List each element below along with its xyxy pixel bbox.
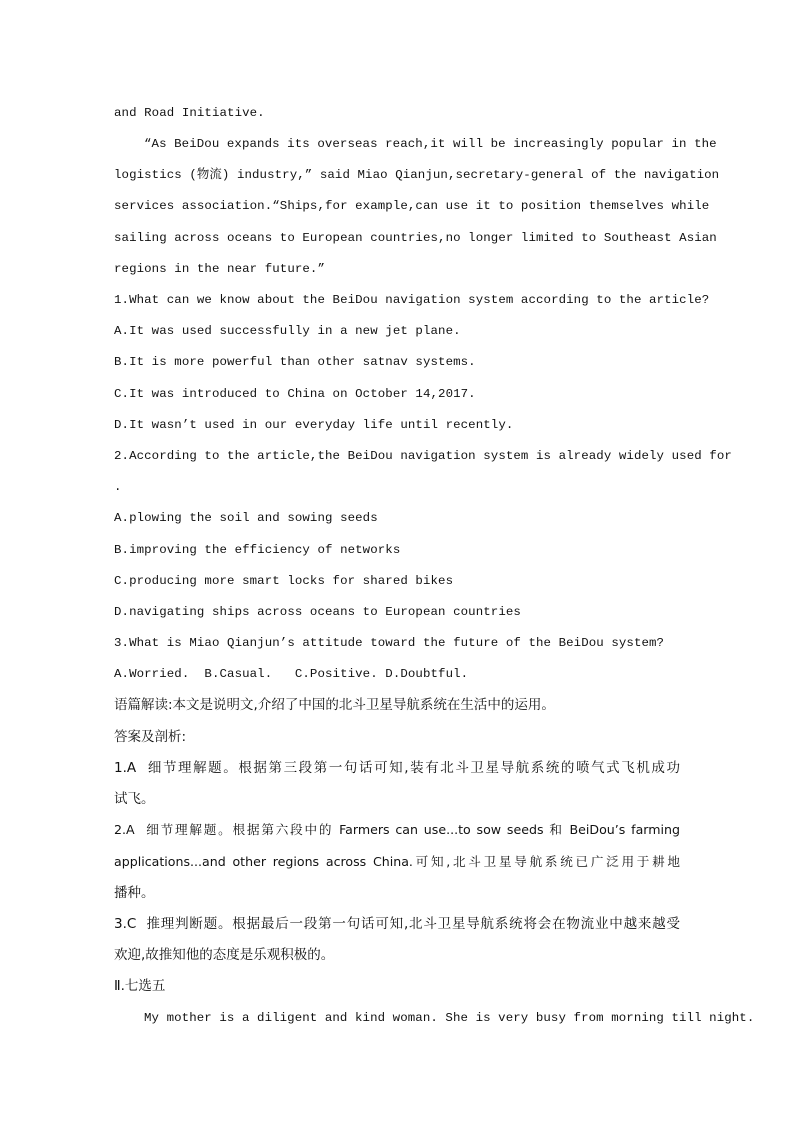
- question-3-stem: 3.What is Miao Qianjun’s attitude toward the future of the BeiDou system?: [114, 636, 665, 650]
- question-1-option-a: A.It was used successfully in a new jet plane.: [114, 324, 461, 338]
- question-1-option-d: D.It wasn’t used in our everyday life until recently.: [114, 418, 514, 432]
- question-2-option-b: B.improving the efficiency of networks: [114, 543, 401, 557]
- question-2-option-a: A.plowing the soil and sowing seeds: [114, 511, 378, 525]
- question-3-options: A.Worried. B.Casual. C.Positive. D.Doubtful.: [114, 667, 469, 681]
- passage-line-4: services association.“Ships,for example,can use it to position themselves while: [114, 199, 710, 213]
- question-2-stem-cont: .: [114, 480, 122, 494]
- answer-1-line-2: 试飞。: [114, 791, 155, 807]
- passage-line-5: sailing across oceans to European countries,no longer limited to Southeast Asian: [114, 231, 717, 245]
- answer-2-line-3: 播种。: [114, 885, 155, 901]
- passage-line-2: “As BeiDou expands its overseas reach,it will be increasingly popular in the: [144, 137, 717, 151]
- answer-2-line-1: 2.A 细节理解题。根据第六段中的 Farmers can use...to sow seeds 和 BeiDou’s farming: [114, 822, 680, 837]
- question-2-stem: 2.According to the article,the BeiDou navigation system is already widely used for: [114, 449, 732, 463]
- section-2-heading: Ⅱ.七选五: [114, 978, 166, 994]
- analysis-heading: 答案及剖析:: [114, 729, 187, 745]
- answer-3-line-2: 欢迎,故推知他的态度是乐观积极的。: [114, 947, 335, 963]
- passage-line-6: regions in the near future.”: [114, 262, 325, 276]
- passage-line-3: logistics (物流) industry,” said Miao Qianjun,secretary-general of the navigation: [114, 168, 720, 182]
- question-1-option-b: B.It is more powerful than other satnav systems.: [114, 355, 476, 369]
- section-2-first-line: My mother is a diligent and kind woman. She is very busy from morning till night.: [144, 1011, 755, 1025]
- answer-1-line-1: 1.A 细节理解题。根据第三段第一句话可知,装有北斗卫星导航系统的喷气式飞机成功: [114, 760, 680, 776]
- answer-3-line-1: 3.C 推理判断题。根据最后一段第一句话可知,北斗卫星导航系统将会在物流业中越来越受: [114, 916, 680, 932]
- answer-2-line-2: applications...and other regions across China.可知,北斗卫星导航系统已广泛用于耕地: [114, 854, 680, 869]
- passage-line-1: and Road Initiative.: [114, 106, 265, 120]
- question-1-stem: 1.What can we know about the BeiDou navigation system according to the article?: [114, 293, 710, 307]
- question-1-option-c: C.It was introduced to China on October 14,2017.: [114, 387, 476, 401]
- question-2-option-d: D.navigating ships across oceans to European countries: [114, 605, 521, 619]
- analysis-intro: 语篇解读:本文是说明文,介绍了中国的北斗卫星导航系统在生活中的运用。: [114, 697, 555, 713]
- question-2-option-c: C.producing more smart locks for shared bikes: [114, 574, 454, 588]
